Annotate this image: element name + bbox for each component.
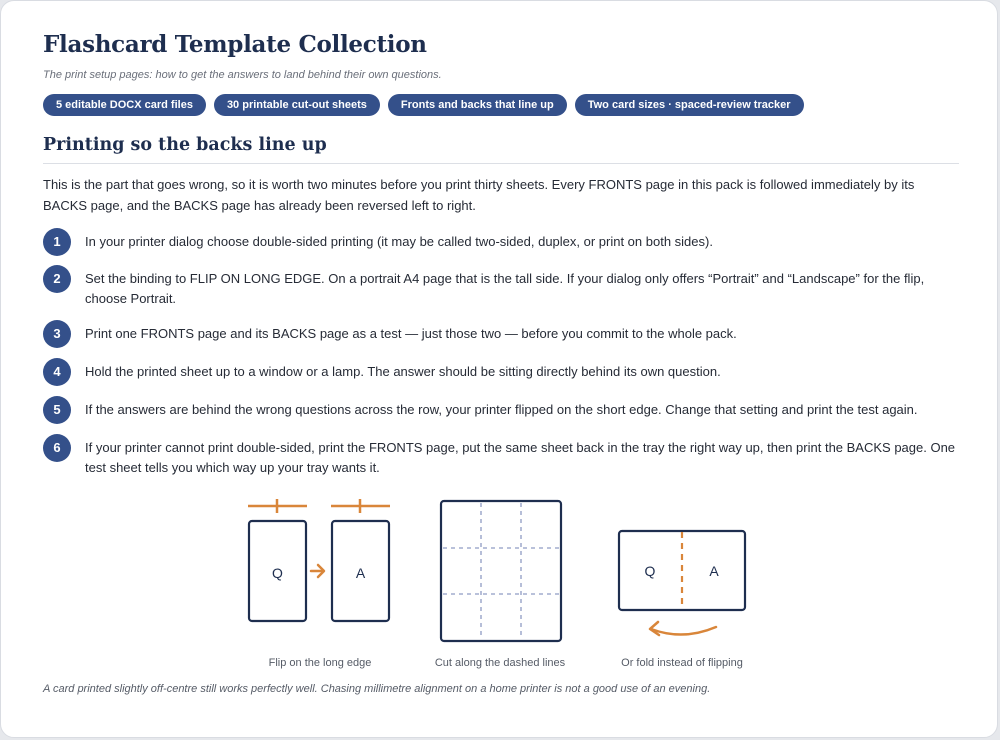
- step-text: If the answers are behind the wrong questions across the row, your printer flipped on the short edge. Change that setting and print the test again.: [85, 402, 918, 417]
- step-number: 3: [43, 320, 71, 348]
- cut-caption: Cut along the dashed lines: [434, 657, 566, 669]
- step-number: 6: [43, 434, 71, 462]
- step-text: If your printer cannot print double-sided, print the FRONTS page, put the same sheet back in the tray the right way up, then print the BACKS page. One test sheet tells you which way up your tray wants it.: [85, 440, 956, 475]
- chip-cutout-sheets: 30 printable cut-out sheets: [214, 94, 380, 116]
- section-title: Printing so the backs line up: [43, 135, 327, 155]
- step-number: 1: [43, 228, 71, 256]
- step-number: 5: [43, 396, 71, 424]
- fold-question-label: Q: [644, 563, 656, 579]
- step-text: Print one FRONTS page and its BACKS page as a test — just those two — before you commit to the whole pack.: [85, 326, 737, 341]
- fold-caption: Or fold instead of flipping: [621, 657, 743, 669]
- page-title: Flashcard Template Collection: [43, 31, 427, 58]
- step-text: Set the binding to FLIP ON LONG EDGE. On a portrait A4 page that is the tall side. If your dialog only offers “Portrait” and “Landscape” for the flip, choose Portrait.: [85, 271, 925, 306]
- intro-paragraph: This is the part that goes wrong, so it is worth two minutes before you print thirty sheets. Every FRONTS page in this pack is followed immediately by its BACKS page, and the BACKS page has already been reversed left to right.: [43, 177, 915, 213]
- chip-card-sizes: Two card sizes · spaced-review tracker: [575, 94, 804, 116]
- back-card-label: A: [355, 565, 366, 581]
- chip-docx-files: 5 editable DOCX card files: [43, 94, 206, 116]
- fold-answer-label: A: [709, 563, 719, 579]
- cut-diagram: [441, 501, 561, 641]
- print-diagrams: [1, 496, 1000, 646]
- section-divider: [43, 163, 959, 164]
- flip-diagram: [248, 499, 390, 621]
- fold-arrow-head-icon: [650, 622, 659, 635]
- footnote: A card printed slightly off-centre still works perfectly well. Chasing millimetre alignment on a home printer is not a good use of an evening.: [43, 683, 711, 695]
- sheet-outline: [441, 501, 561, 641]
- fold-diagram: [619, 531, 745, 635]
- page-subtitle: The print setup pages: how to get the answers to land behind their own questions.: [43, 69, 442, 81]
- flip-caption: Flip on the long edge: [268, 657, 372, 669]
- step-text: In your printer dialog choose double-sided printing (it may be called two-sided, duplex, or print on both sides).: [85, 234, 713, 249]
- front-card-label: Q: [272, 565, 283, 581]
- fold-arrow-icon: [651, 627, 716, 635]
- chip-fronts-backs: Fronts and backs that line up: [388, 94, 567, 116]
- feature-chips: [43, 94, 804, 116]
- step-number: 2: [43, 265, 71, 293]
- step-text: Hold the printed sheet up to a window or a lamp. The answer should be sitting directly behind its own question.: [85, 364, 721, 379]
- step-number: 4: [43, 358, 71, 386]
